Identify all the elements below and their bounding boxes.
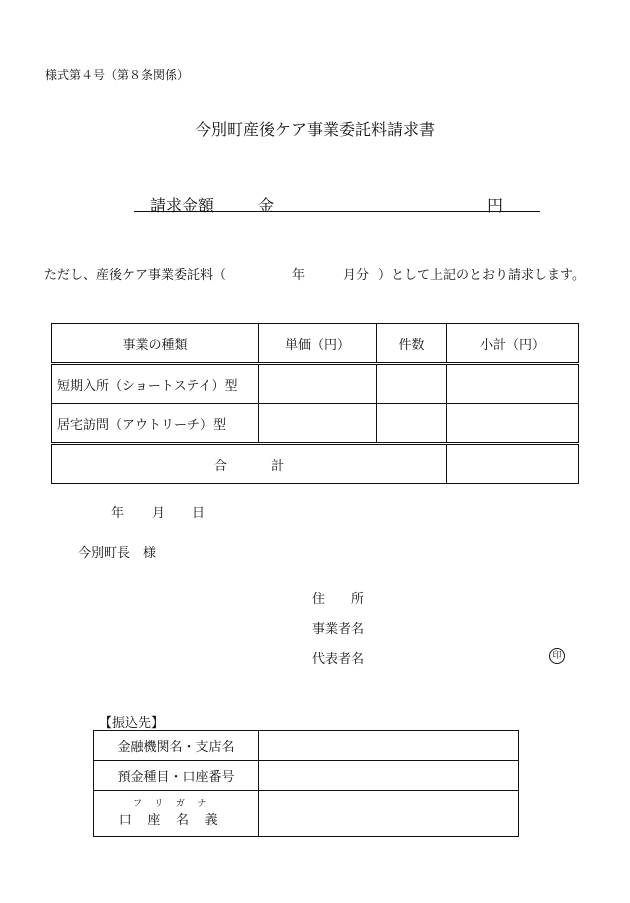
note-month: 月分 <box>343 268 370 283</box>
table-row <box>52 404 579 444</box>
account-name-label-cell <box>94 791 259 837</box>
note-year: 年 <box>292 268 306 283</box>
table-row <box>52 364 579 404</box>
amount-label: 請求金額 <box>150 196 215 215</box>
amount-prefix: 金 <box>258 196 275 215</box>
total-label: 合計 <box>52 444 447 484</box>
count-cell[interactable] <box>377 404 447 444</box>
total-cell[interactable] <box>447 444 579 484</box>
subtotal-cell[interactable] <box>447 404 579 444</box>
header-subtotal: 小計（円） <box>447 324 579 364</box>
table-row <box>94 791 519 837</box>
unit-price-cell[interactable] <box>259 364 377 404</box>
subtotal-cell[interactable] <box>447 364 579 404</box>
date-year: 年 <box>111 506 125 521</box>
account-name-label: 口座名義 <box>118 812 234 828</box>
account-number-field[interactable] <box>259 761 519 791</box>
bank-table <box>93 730 519 837</box>
count-cell[interactable] <box>377 364 447 404</box>
address-label: 住 所 <box>312 592 365 607</box>
note-prefix: ただし、産後ケア事業委託料（ <box>44 268 227 283</box>
bank-branch-label: 金融機関名・支店名 <box>94 731 259 761</box>
date-month: 月 <box>152 506 166 521</box>
header-unit-price: 単価（円） <box>259 324 377 364</box>
amount-unit: 円 <box>487 196 504 215</box>
note-suffix: ）として上記のとおり請求します。 <box>378 268 585 283</box>
unit-price-cell[interactable] <box>259 404 377 444</box>
seal-mark: 印 <box>549 648 565 664</box>
account-name-field[interactable] <box>259 791 519 837</box>
account-number-label: 預金種目・口座番号 <box>94 761 259 791</box>
row-label-short-stay: 短期入所（ショートステイ）型 <box>52 364 259 404</box>
document-title: 今別町産後ケア事業委託料請求書 <box>194 120 435 139</box>
table-row <box>94 731 519 761</box>
amount-underline <box>134 211 540 212</box>
bank-section-title: 【振込先】 <box>99 716 165 731</box>
table-header-row <box>52 324 579 364</box>
header-count: 件数 <box>377 324 447 364</box>
fee-table <box>51 323 579 484</box>
table-row <box>94 761 519 791</box>
bank-branch-field[interactable] <box>259 731 519 761</box>
form-number: 様式第４号（第８条関係） <box>45 68 190 82</box>
row-label-outreach: 居宅訪問（アウトリーチ）型 <box>52 404 259 444</box>
business-name-label: 事業者名 <box>312 622 365 637</box>
header-type: 事業の種類 <box>52 324 259 364</box>
addressee: 今別町長 様 <box>78 546 157 561</box>
representative-label: 代表者名 <box>312 652 365 667</box>
furigana-label: フリガナ <box>133 798 219 809</box>
total-row <box>52 444 579 484</box>
date-day: 日 <box>192 506 206 521</box>
